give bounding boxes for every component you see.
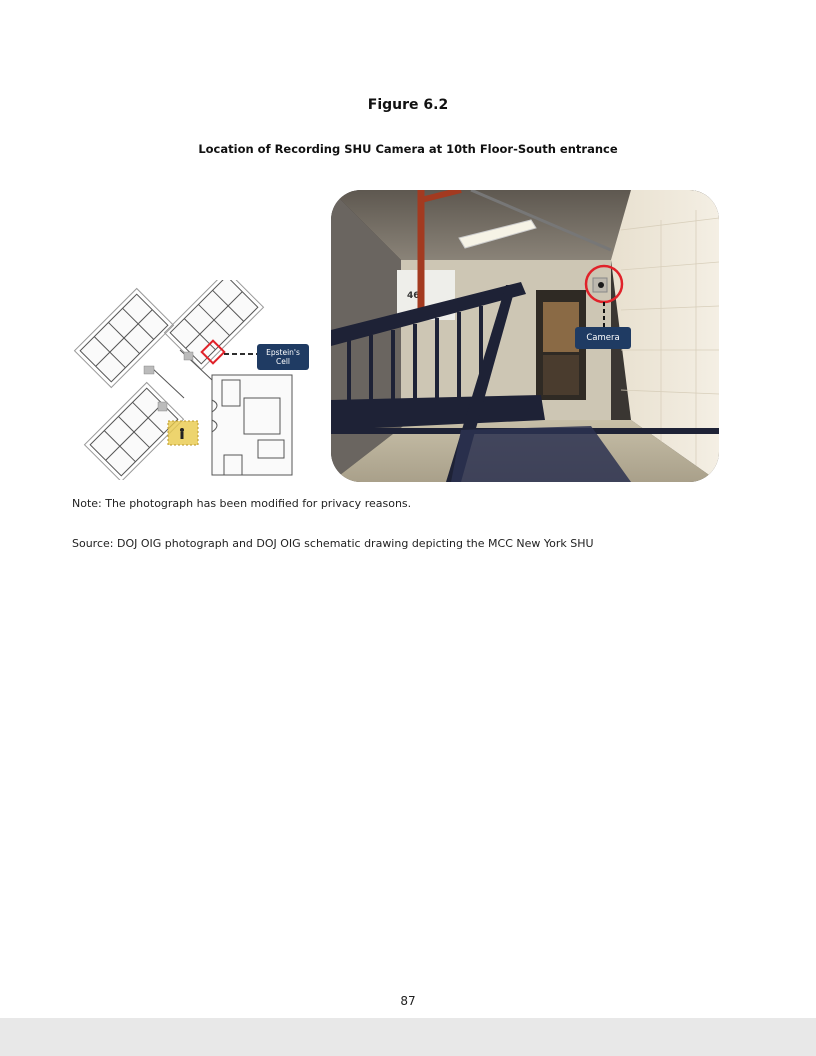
cell-block-northwest [75, 289, 174, 388]
epstein-cell-label: Epstein's Cell [257, 344, 309, 370]
cell-block-northeast [165, 280, 264, 369]
office-block-southeast [212, 375, 292, 475]
figure-source: Source: DOJ OIG photograph and DOJ OIG schematic drawing depicting the MCC New York SHU [72, 537, 594, 550]
camera-location-icon [180, 428, 184, 432]
figure-note: Note: The photograph has been modified for privacy reasons. [72, 497, 412, 510]
door-number: 46 [407, 291, 420, 301]
figure-subtitle: Location of Recording SHU Camera at 10th Floor-South entrance [198, 142, 618, 156]
viewer-bottom-band [0, 1018, 816, 1056]
figure-title: Figure 6.2 [367, 97, 449, 113]
shu-schematic-drawing [72, 280, 318, 480]
wall-camera-icon [598, 282, 604, 288]
camera-label: Camera [575, 327, 631, 349]
stairwell-photograph [331, 190, 719, 482]
page-number: 87 [400, 994, 416, 1008]
